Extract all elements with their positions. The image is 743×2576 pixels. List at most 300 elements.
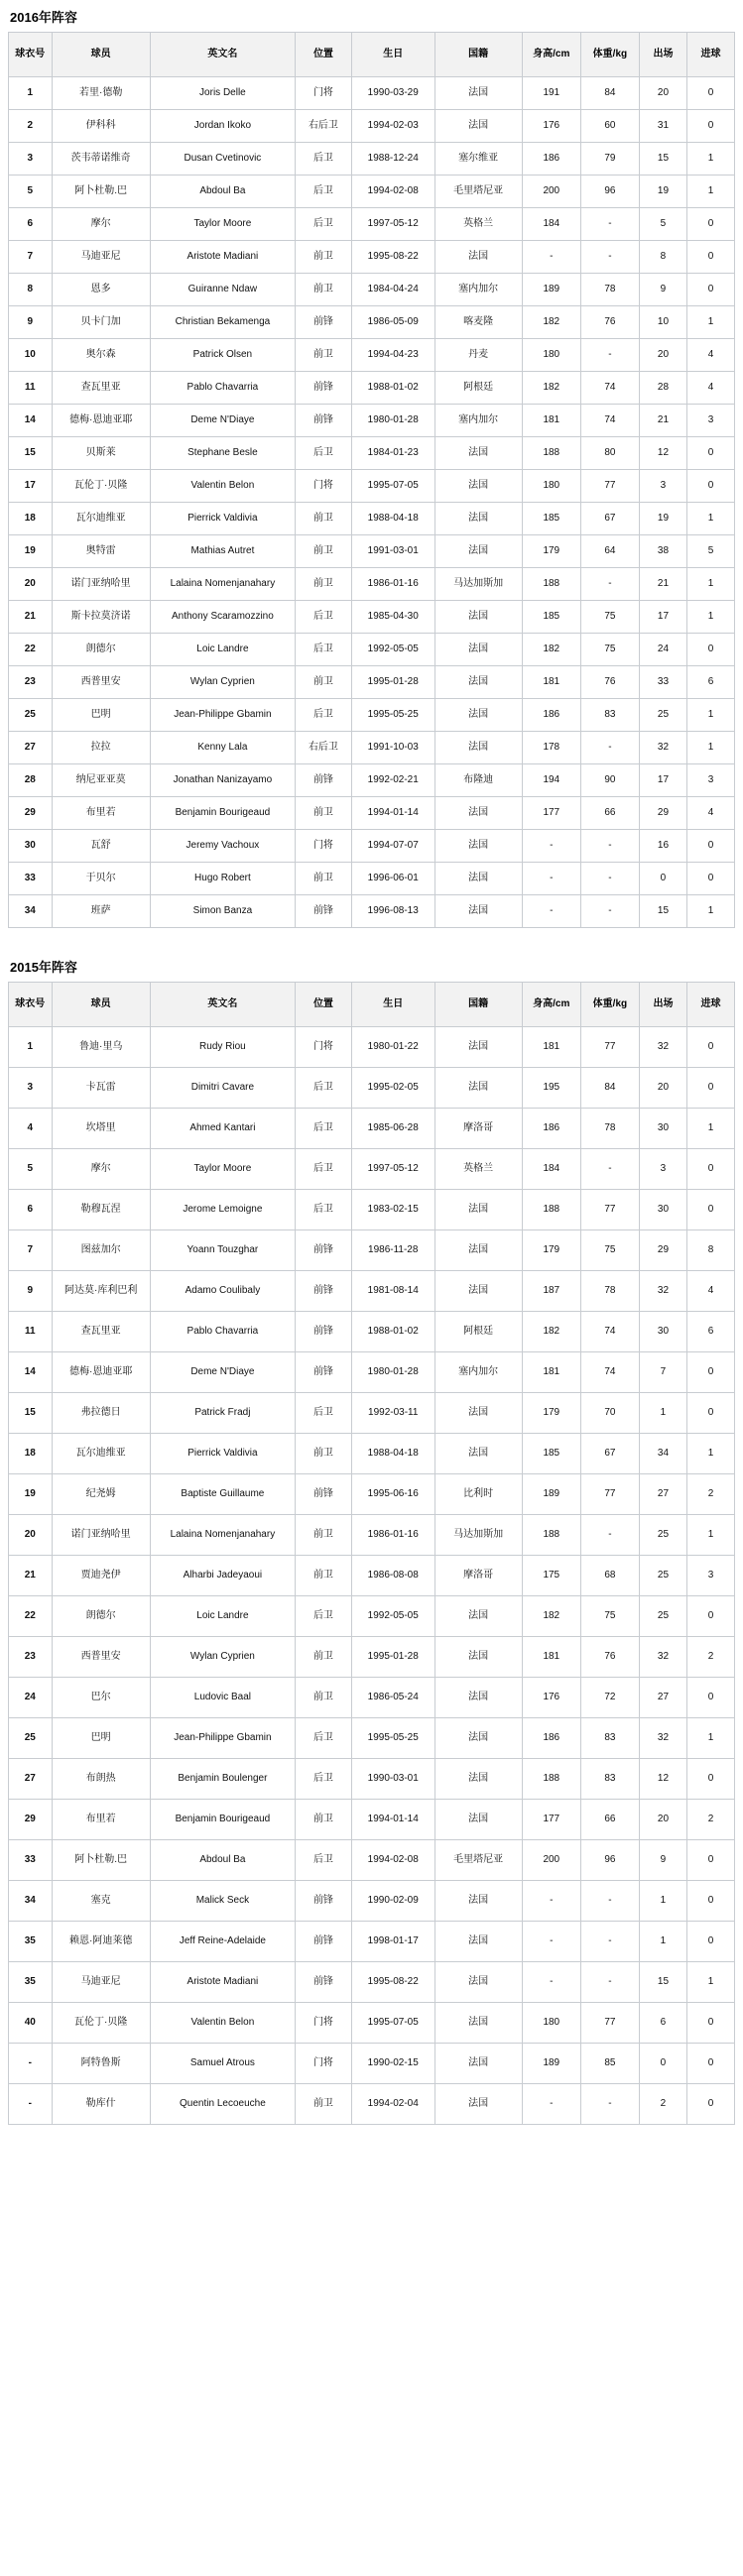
cell-appearances: 2 [639,2084,686,2125]
cell-height: 179 [522,535,580,568]
cell-player-name-en: Pierrick Valdivia [150,1434,295,1474]
table-row [9,1027,735,1068]
squad-table-2016 [8,32,735,928]
cell-goals: 1 [686,1962,734,2003]
cell-player-name-en: Dimitri Cavare [150,1068,295,1109]
cell-nationality: 法国 [434,863,522,895]
table-row [9,1840,735,1881]
table-row [9,1393,735,1434]
cell-nationality: 摩洛哥 [434,1109,522,1149]
cell-birthday: 1994-02-08 [351,176,434,208]
cell-appearances: 5 [639,208,686,241]
table-row [9,1434,735,1474]
cell-appearances: 1 [639,1881,686,1922]
cell-goals: 0 [686,77,734,110]
cell-birthday: 1986-05-09 [351,306,434,339]
cell-shirt-number: 35 [9,1962,53,2003]
cell-goals: 0 [686,241,734,274]
cell-shirt-number: 11 [9,372,53,405]
cell-player-name-cn: 勒库什 [52,2084,150,2125]
cell-shirt-number: 5 [9,176,53,208]
column-header-appearances: 出场 [639,983,686,1027]
cell-shirt-number: 17 [9,470,53,503]
cell-position: 后卫 [295,1718,351,1759]
section-title-2015: 2015年阵容 [10,960,77,975]
column-header-player-en: 英文名 [150,983,295,1027]
cell-weight: - [580,339,639,372]
table-row [9,895,735,928]
cell-nationality: 法国 [434,1271,522,1312]
cell-position: 后卫 [295,699,351,732]
cell-goals: 0 [686,1678,734,1718]
cell-goals: 1 [686,699,734,732]
cell-weight: 66 [580,797,639,830]
cell-shirt-number: 35 [9,1922,53,1962]
cell-goals: 0 [686,208,734,241]
cell-height: 181 [522,1027,580,1068]
table-body-2015 [9,1027,735,2125]
cell-birthday: 1995-07-05 [351,470,434,503]
cell-nationality: 法国 [434,1962,522,2003]
cell-birthday: 1988-12-24 [351,143,434,176]
cell-shirt-number: 7 [9,241,53,274]
cell-player-name-cn: 巴尔 [52,1678,150,1718]
cell-shirt-number: 9 [9,1271,53,1312]
cell-player-name-cn: 阿卜杜勒.巴 [52,176,150,208]
cell-player-name-en: Benjamin Boulenger [150,1759,295,1800]
cell-shirt-number: 34 [9,1881,53,1922]
cell-appearances: 3 [639,470,686,503]
cell-weight: 66 [580,1800,639,1840]
cell-appearances: 21 [639,568,686,601]
cell-player-name-cn: 查瓦里亚 [52,372,150,405]
cell-weight: 77 [580,470,639,503]
cell-goals: 3 [686,1556,734,1596]
column-header-height: 身高/cm [522,33,580,77]
cell-birthday: 1985-04-30 [351,601,434,634]
cell-goals: 0 [686,1922,734,1962]
table-row [9,1352,735,1393]
cell-player-name-cn: 纳尼亚亚莫 [52,764,150,797]
cell-weight: 64 [580,535,639,568]
column-header-player-cn: 球员 [52,33,150,77]
cell-player-name-en: Jean-Philippe Gbamin [150,699,295,732]
cell-player-name-cn: 布里若 [52,797,150,830]
cell-shirt-number: 6 [9,1190,53,1230]
cell-appearances: 15 [639,1962,686,2003]
cell-appearances: 27 [639,1678,686,1718]
cell-shirt-number: 29 [9,1800,53,1840]
cell-goals: 0 [686,437,734,470]
cell-nationality: 摩洛哥 [434,1556,522,1596]
cell-appearances: 34 [639,1434,686,1474]
cell-shirt-number: 21 [9,601,53,634]
cell-player-name-en: Guiranne Ndaw [150,274,295,306]
cell-goals: 4 [686,372,734,405]
cell-player-name-en: Adamo Coulibaly [150,1271,295,1312]
cell-appearances: 29 [639,1230,686,1271]
cell-appearances: 0 [639,2044,686,2084]
cell-player-name-en: Joris Delle [150,77,295,110]
cell-position: 前卫 [295,2084,351,2125]
cell-player-name-cn: 纪尧姆 [52,1474,150,1515]
cell-shirt-number: 22 [9,1596,53,1637]
cell-weight: 90 [580,764,639,797]
cell-player-name-cn: 贝卡门加 [52,306,150,339]
cell-birthday: 1980-01-28 [351,1352,434,1393]
cell-position: 门将 [295,77,351,110]
cell-player-name-cn: 塞克 [52,1881,150,1922]
cell-nationality: 马达加斯加 [434,568,522,601]
cell-player-name-en: Abdoul Ba [150,1840,295,1881]
cell-player-name-cn: 马迪亚尼 [52,241,150,274]
cell-height: - [522,2084,580,2125]
table-row [9,568,735,601]
cell-weight: 68 [580,1556,639,1596]
cell-appearances: 12 [639,1759,686,1800]
cell-shirt-number: 18 [9,1434,53,1474]
cell-player-name-en: Valentin Belon [150,2003,295,2044]
cell-birthday: 1986-11-28 [351,1230,434,1271]
cell-goals: 3 [686,764,734,797]
cell-player-name-en: Hugo Robert [150,863,295,895]
cell-height: 177 [522,797,580,830]
table-row [9,241,735,274]
cell-player-name-cn: 伊科科 [52,110,150,143]
cell-player-name-cn: 若里·德勒 [52,77,150,110]
cell-weight: - [580,863,639,895]
cell-appearances: 32 [639,732,686,764]
cell-player-name-cn: 班萨 [52,895,150,928]
cell-height: 179 [522,1230,580,1271]
cell-shirt-number: - [9,2044,53,2084]
cell-position: 前卫 [295,241,351,274]
cell-player-name-en: Lalaina Nomenjanahary [150,1515,295,1556]
cell-player-name-en: Christian Bekamenga [150,306,295,339]
cell-appearances: 25 [639,699,686,732]
column-header-nationality: 国籍 [434,33,522,77]
cell-goals: 1 [686,895,734,928]
cell-nationality: 法国 [434,1434,522,1474]
cell-nationality: 法国 [434,1393,522,1434]
cell-position: 前卫 [295,1678,351,1718]
cell-height: 178 [522,732,580,764]
cell-player-name-cn: 卡瓦雷 [52,1068,150,1109]
cell-height: 186 [522,143,580,176]
cell-appearances: 15 [639,143,686,176]
cell-position: 后卫 [295,634,351,666]
cell-birthday: 1983-02-15 [351,1190,434,1230]
cell-height: 185 [522,503,580,535]
cell-appearances: 28 [639,372,686,405]
cell-birthday: 1990-02-09 [351,1881,434,1922]
cell-birthday: 1990-02-15 [351,2044,434,2084]
cell-birthday: 1984-01-23 [351,437,434,470]
table-row [9,1109,735,1149]
cell-height: - [522,1922,580,1962]
cell-birthday: 1995-01-28 [351,1637,434,1678]
cell-player-name-en: Ahmed Kantari [150,1109,295,1149]
cell-player-name-cn: 朗德尔 [52,1596,150,1637]
cell-position: 前锋 [295,1271,351,1312]
cell-player-name-en: Kenny Lala [150,732,295,764]
cell-player-name-cn: 诺门亚纳哈里 [52,568,150,601]
cell-position: 前锋 [295,1352,351,1393]
cell-weight: 83 [580,1759,639,1800]
cell-goals: 1 [686,601,734,634]
table-row [9,797,735,830]
cell-birthday: 1988-04-18 [351,503,434,535]
cell-goals: 0 [686,1068,734,1109]
cell-goals: 0 [686,2084,734,2125]
cell-birthday: 1995-02-05 [351,1068,434,1109]
cell-goals: 4 [686,1271,734,1312]
cell-nationality: 法国 [434,1800,522,1840]
cell-position: 前锋 [295,895,351,928]
cell-weight: 74 [580,405,639,437]
cell-birthday: 1995-08-22 [351,1962,434,2003]
cell-player-name-cn: 西普里安 [52,1637,150,1678]
cell-player-name-en: Pablo Chavarria [150,1312,295,1352]
cell-position: 前卫 [295,1800,351,1840]
cell-goals: 8 [686,1230,734,1271]
cell-weight: 78 [580,274,639,306]
cell-goals: 4 [686,339,734,372]
cell-appearances: 8 [639,241,686,274]
cell-shirt-number: 22 [9,634,53,666]
cell-weight: - [580,241,639,274]
cell-player-name-en: Aristote Madiani [150,1962,295,2003]
cell-birthday: 1990-03-01 [351,1759,434,1800]
cell-weight: 67 [580,503,639,535]
cell-nationality: 塞内加尔 [434,274,522,306]
cell-player-name-cn: 马迪亚尼 [52,1962,150,2003]
table-row [9,503,735,535]
cell-player-name-en: Pierrick Valdivia [150,503,295,535]
cell-weight: 75 [580,1596,639,1637]
cell-position: 前卫 [295,503,351,535]
cell-position: 门将 [295,830,351,863]
cell-position: 后卫 [295,1149,351,1190]
cell-weight: - [580,2084,639,2125]
cell-appearances: 38 [639,535,686,568]
cell-nationality: 法国 [434,1230,522,1271]
cell-height: 185 [522,1434,580,1474]
cell-player-name-en: Abdoul Ba [150,176,295,208]
cell-goals: 0 [686,1596,734,1637]
cell-birthday: 1994-01-14 [351,1800,434,1840]
cell-appearances: 20 [639,339,686,372]
cell-position: 前锋 [295,306,351,339]
cell-player-name-en: Simon Banza [150,895,295,928]
cell-weight: 77 [580,1474,639,1515]
cell-position: 后卫 [295,1190,351,1230]
section-title-2016: 2016年阵容 [10,10,77,25]
cell-appearances: 0 [639,863,686,895]
cell-nationality: 法国 [434,666,522,699]
cell-player-name-cn: 巴明 [52,699,150,732]
cell-position: 前锋 [295,1962,351,2003]
cell-nationality: 法国 [434,241,522,274]
cell-height: 182 [522,306,580,339]
cell-position: 后卫 [295,601,351,634]
cell-player-name-cn: 瓦尔迪维亚 [52,503,150,535]
cell-birthday: 1994-02-08 [351,1840,434,1881]
cell-height: 181 [522,405,580,437]
cell-height: 188 [522,437,580,470]
table-body-2016 [9,77,735,928]
cell-position: 前卫 [295,863,351,895]
cell-height: 195 [522,1068,580,1109]
cell-goals: 0 [686,1759,734,1800]
cell-height: 176 [522,110,580,143]
cell-player-name-en: Baptiste Guillaume [150,1474,295,1515]
cell-appearances: 27 [639,1474,686,1515]
cell-height: 186 [522,1109,580,1149]
cell-weight: - [580,1149,639,1190]
cell-height: 189 [522,2044,580,2084]
cell-height: - [522,1962,580,2003]
cell-player-name-cn: 瓦尔迪维亚 [52,1434,150,1474]
cell-birthday: 1988-01-02 [351,1312,434,1352]
table-row [9,1149,735,1190]
cell-nationality: 法国 [434,1881,522,1922]
cell-appearances: 33 [639,666,686,699]
cell-player-name-cn: 恩多 [52,274,150,306]
cell-nationality: 毛里塔尼亚 [434,176,522,208]
table-row [9,274,735,306]
cell-height: - [522,830,580,863]
header-row [9,983,735,1027]
cell-nationality: 法国 [434,535,522,568]
cell-nationality: 法国 [434,503,522,535]
cell-appearances: 6 [639,2003,686,2044]
cell-birthday: 1984-04-24 [351,274,434,306]
cell-goals: 0 [686,110,734,143]
cell-nationality: 法国 [434,437,522,470]
cell-weight: 75 [580,601,639,634]
cell-weight: 67 [580,1434,639,1474]
cell-height: 179 [522,1393,580,1434]
cell-weight: - [580,1515,639,1556]
cell-height: 185 [522,601,580,634]
cell-nationality: 法国 [434,1637,522,1678]
cell-nationality: 法国 [434,1718,522,1759]
cell-height: - [522,1881,580,1922]
cell-player-name-en: Lalaina Nomenjanahary [150,568,295,601]
cell-player-name-cn: 诺门亚纳哈里 [52,1515,150,1556]
table-row [9,110,735,143]
cell-position: 前卫 [295,1515,351,1556]
cell-shirt-number: 9 [9,306,53,339]
cell-shirt-number: 20 [9,1515,53,1556]
cell-nationality: 马达加斯加 [434,1515,522,1556]
table-row [9,1800,735,1840]
cell-nationality: 法国 [434,110,522,143]
cell-position: 后卫 [295,1109,351,1149]
cell-shirt-number: 3 [9,1068,53,1109]
cell-appearances: 24 [639,634,686,666]
column-header-birthday: 生日 [351,983,434,1027]
cell-weight: 77 [580,2003,639,2044]
table-row [9,699,735,732]
cell-appearances: 30 [639,1190,686,1230]
cell-player-name-en: Jerome Lemoigne [150,1190,295,1230]
cell-nationality: 法国 [434,1190,522,1230]
cell-goals: 0 [686,1352,734,1393]
cell-birthday: 1994-02-03 [351,110,434,143]
cell-height: 188 [522,1515,580,1556]
cell-height: 194 [522,764,580,797]
cell-birthday: 1985-06-28 [351,1109,434,1149]
cell-appearances: 15 [639,895,686,928]
cell-shirt-number: 23 [9,1637,53,1678]
cell-shirt-number: 19 [9,1474,53,1515]
cell-position: 前卫 [295,568,351,601]
cell-position: 门将 [295,470,351,503]
cell-nationality: 法国 [434,1068,522,1109]
cell-goals: 3 [686,405,734,437]
cell-position: 后卫 [295,208,351,241]
cell-goals: 6 [686,1312,734,1352]
cell-appearances: 1 [639,1393,686,1434]
table-row [9,143,735,176]
cell-position: 门将 [295,2044,351,2084]
cell-appearances: 32 [639,1027,686,1068]
cell-player-name-en: Rudy Riou [150,1027,295,1068]
cell-position: 前锋 [295,1474,351,1515]
cell-goals: 2 [686,1637,734,1678]
cell-nationality: 塞尔维亚 [434,143,522,176]
cell-player-name-en: Jordan Ikoko [150,110,295,143]
cell-weight: 75 [580,1230,639,1271]
cell-birthday: 1992-05-05 [351,634,434,666]
cell-shirt-number: 15 [9,1393,53,1434]
table-row [9,1718,735,1759]
cell-shirt-number: 20 [9,568,53,601]
table-row [9,1312,735,1352]
table-row [9,1068,735,1109]
cell-birthday: 1980-01-28 [351,405,434,437]
cell-appearances: 32 [639,1718,686,1759]
cell-birthday: 1986-01-16 [351,568,434,601]
cell-position: 前卫 [295,1434,351,1474]
cell-nationality: 法国 [434,470,522,503]
cell-shirt-number: 33 [9,863,53,895]
cell-position: 后卫 [295,176,351,208]
cell-position: 前卫 [295,339,351,372]
cell-player-name-en: Aristote Madiani [150,241,295,274]
cell-weight: 80 [580,437,639,470]
cell-height: 180 [522,339,580,372]
cell-shirt-number: 1 [9,1027,53,1068]
cell-birthday: 1994-04-23 [351,339,434,372]
cell-birthday: 1995-07-05 [351,2003,434,2044]
cell-height: 180 [522,470,580,503]
cell-birthday: 1995-08-22 [351,241,434,274]
cell-player-name-cn: 德梅·恩迪亚耶 [52,405,150,437]
cell-goals: 2 [686,1800,734,1840]
cell-appearances: 30 [639,1312,686,1352]
cell-birthday: 1986-05-24 [351,1678,434,1718]
table-row [9,339,735,372]
table-row [9,666,735,699]
cell-position: 前卫 [295,535,351,568]
cell-player-name-en: Jeremy Vachoux [150,830,295,863]
cell-player-name-en: Ludovic Baal [150,1678,295,1718]
cell-height: 181 [522,1637,580,1678]
cell-goals: 1 [686,503,734,535]
